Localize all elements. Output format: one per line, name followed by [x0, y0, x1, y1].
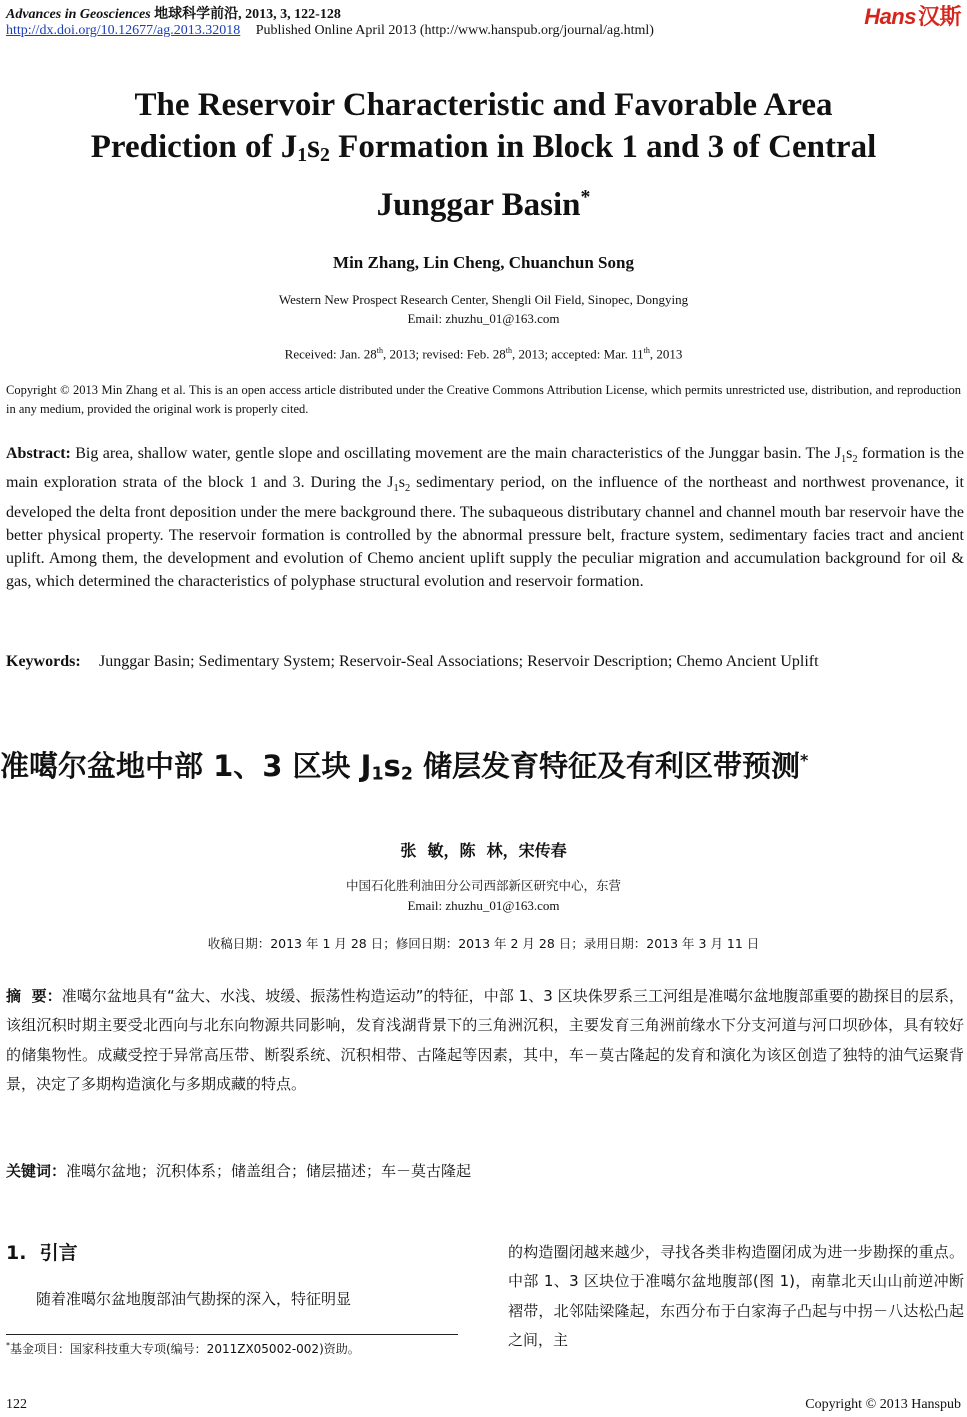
paper-title: [30, 84, 937, 226]
footnote-text: 基金项目：国家科技重大专项(编号：2011ZX05002-002)资助。: [10, 1342, 360, 1356]
affiliation-text: Western New Prospect Research Center, Shengli Oil Field, Sinopec, Dongying: [278, 292, 689, 307]
keywords: [6, 650, 964, 673]
ordinal-suffix: th: [643, 346, 650, 355]
cn-title-part: s: [383, 749, 401, 783]
published-online: Published Online April 2013 (http://www.hanspub.org/journal/ag.html): [255, 23, 654, 38]
title-subscript: 1: [297, 143, 308, 166]
title-subscript: 2: [320, 143, 330, 166]
footnote-mark: *: [6, 1341, 10, 1350]
abstract: [6, 442, 964, 594]
cn-title-part: 储层发育特征及有利区带预测: [412, 749, 801, 783]
doi-link[interactable]: http://dx.doi.org/10.12677/ag.2013.32018: [6, 23, 241, 38]
logo-cn: 汉斯: [917, 4, 961, 29]
ordinal-suffix: th: [376, 346, 383, 355]
cn-title-part: 准噶尔盆地中部 1、3 区块 J: [0, 749, 372, 783]
hans-logo: [864, 0, 961, 31]
subscript: 1: [393, 483, 399, 495]
cn-title: [0, 744, 967, 785]
title-footnote-mark: *: [580, 185, 591, 208]
cn-email: Email: zhuzhu_01@163.com: [407, 898, 560, 913]
cn-keywords-label: 关键词：: [6, 1162, 67, 1180]
cn-keywords: [6, 1160, 964, 1181]
volume-info: 2013, 3, 122-128: [245, 7, 341, 22]
footnote: [6, 1340, 360, 1357]
title-part: Formation in Block 1 and 3 of Central: [329, 129, 877, 165]
left-column-text: 随着准噶尔盆地腹部油气勘探的深入，特征明显: [36, 1290, 352, 1308]
title-line-1: The Reservoir Characteristic and Favorable Area: [134, 87, 833, 123]
section-heading: 1. 引言: [6, 1242, 78, 1264]
received-part: , 2013; revised: Feb. 28: [382, 346, 506, 362]
cn-affiliation-text: 中国石化胜利油田分公司西部新区研究中心，东营: [345, 878, 621, 893]
doi-line: [6, 23, 654, 39]
abstract-label: Abstract:: [6, 445, 71, 462]
received-part: , 2013: [649, 346, 683, 362]
authors: Min Zhang, Lin Cheng, Chuanchun Song: [333, 253, 634, 272]
cn-authors: 张 敏，陈 林，宋传春: [400, 841, 567, 860]
abstract-text: s: [846, 445, 853, 462]
cn-abstract-label: 摘 要：: [6, 987, 62, 1005]
copyright-notice: Copyright © 2013 Min Zhang et al. This is an open access article distributed under the Creative Commons Attribution License, which permits unrestricted use, distribution, and reproduction in any medium, provided the original work is properly cited.: [6, 383, 961, 416]
title-line-2: [30, 126, 937, 176]
cn-title-subscript: 1: [371, 764, 384, 785]
abstract-text: s: [398, 474, 405, 492]
keywords-label: Keywords:: [6, 653, 81, 670]
footer-copyright: Copyright © 2013 Hanspub: [805, 1397, 961, 1412]
title-part: Junggar Basin: [376, 186, 581, 223]
cn-title-subscript: 2: [400, 764, 413, 785]
affiliation: [0, 290, 967, 328]
abstract-text: sedimentary period, on the influence of the northeast and northwest provenance, it developed the delta front deposition under the mere background there. The subaqueous distributary channel and channel mouth bar reservoir have the better physical property. The reservoir formation is controlled by the abnormal pressure belt, fracture system, sedimentary facies tract and ancient uplift. Among them, the development and evolution of Chemo ancient uplift supply the peculiar migration and accumulation background for oil & gas, which determined the characteristics of polyphase structural evolution and reservoir formation.: [6, 474, 964, 591]
received-dates: [0, 346, 967, 362]
cn-title-footnote-mark: *: [800, 750, 809, 770]
cn-affiliation: [0, 876, 967, 916]
subscript: 2: [852, 454, 858, 466]
cn-abstract-text: 准噶尔盆地具有“盆大、水浅、坡缓、振荡性构造运动”的特征，中部 1、3 区块侏罗系三工河组是准噶尔盆地腹部重要的勘探目的层系，该组沉积时期主要受北西向与北东向物源共同影响，发育浅湖背景下的三角洲沉积，主要发育三角洲前缘水下分支河道与河口坝砂体，具有较好的储集物性。成藏受控于异常高压带、断裂系统、沉积相带、古隆起等因素，其中，车－莫古隆起的发育和演化为该区创造了独特的油气运聚背景，决定了多期构造演化与多期成藏的特点。: [6, 987, 964, 1094]
subscript: 1: [840, 454, 847, 466]
journal-name: Advances in Geosciences: [6, 7, 151, 22]
abstract-text: Big area, shallow water, gentle slope and oscillating movement are the main characteristics of the Junggar basin. The J: [70, 445, 841, 462]
title-line-3: [30, 176, 937, 226]
cn-abstract: [6, 982, 964, 1100]
logo-latin: Hans: [864, 4, 916, 29]
journal-name-cn: 地球科学前沿,: [154, 7, 242, 22]
journal-header: [6, 3, 341, 23]
keywords-text: Junggar Basin; Sedimentary System; Reservoir-Seal Associations; Reservoir Description; Chemo Ancient Uplift: [99, 653, 819, 670]
footnote-divider: [6, 1334, 458, 1335]
cn-keywords-text: 准噶尔盆地；沉积体系；储盖组合；储层描述；车－莫古隆起: [66, 1162, 472, 1180]
ordinal-suffix: th: [505, 346, 512, 355]
email: Email: zhuzhu_01@163.com: [407, 311, 560, 326]
title-part: s: [307, 129, 321, 165]
cn-received-dates: 收稿日期：2013 年 1 月 28 日；修回日期：2013 年 2 月 28 日；录用日期：2013 年 3 月 11 日: [207, 936, 760, 951]
page-number: 122: [6, 1397, 27, 1412]
subscript: 2: [404, 483, 411, 495]
received-part: , 2013; accepted: Mar. 11: [511, 346, 644, 362]
abstract-text: formation is the main exploration strata of the block 1 and 3. During the J: [6, 445, 964, 492]
right-column-text: 的构造圈闭越来越少，寻找各类非构造圈闭成为进一步勘探的重点。中部 1、3 区块位于准噶尔盆地腹部(图 1)，南靠北天山山前逆冲断褶带，北邻陆梁隆起，东西分布于白家海子凸起与中拐－八达松凸起之间，主: [508, 1243, 964, 1350]
title-part: Prediction of J: [90, 129, 298, 165]
received-part: Received: Jan. 28: [284, 346, 377, 362]
